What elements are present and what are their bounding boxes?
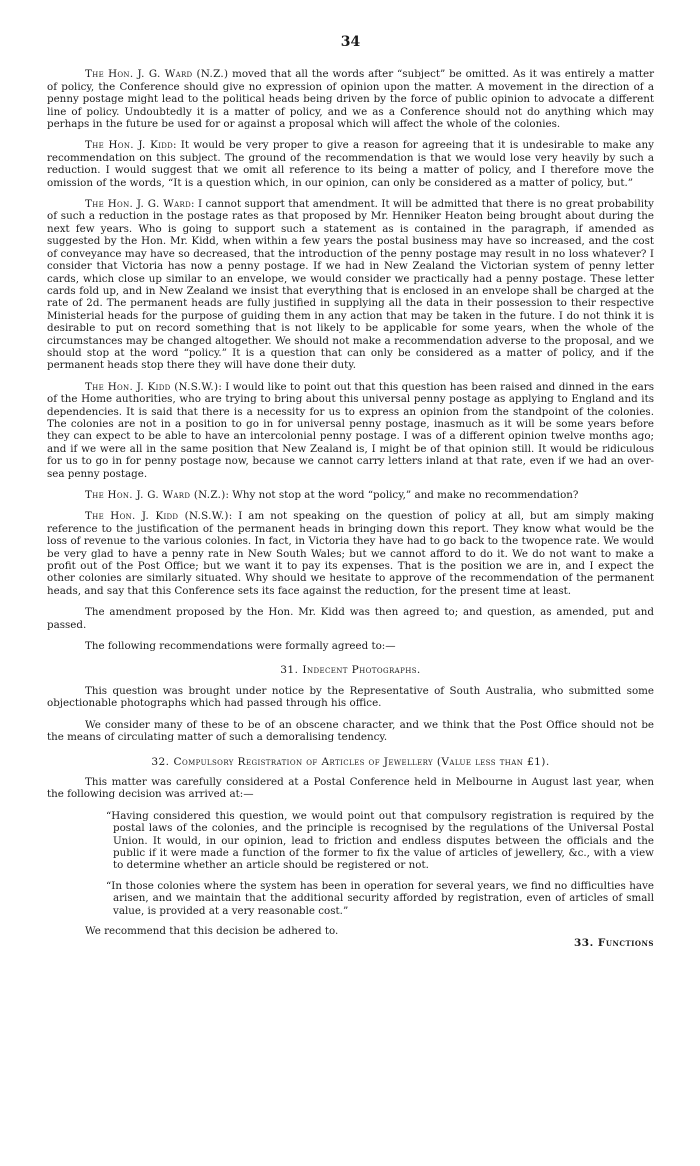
paragraph-text: The amendment proposed by the Hon. Mr. Kidd was then agreed to; and question, as amended, put and passed. <box>47 606 654 631</box>
paragraph-text: : I am not speaking on the question of policy at all, but am simply making reference to the justification of the permanent heads in bringing down this report. They know what would be the loss of revenue to the various colonies. In fact, in Victoria they have had to go back to the twopence rate. We would be very glad to have a penny rate in New South Wales; but we cannot afford to do it. We do not want to make a profit out of the Post Office; but we want it to pay its expenses. That is the position we are in, and I expect the other colonies are similarly situated. Why should we hesitate to approve of the recommendation of the permanent heads, and say that this Conference sets its face against the reduction, for the present time at least. <box>47 510 655 597</box>
speaker-name: The Hon. J. G. Ward (N.Z.) <box>85 68 229 81</box>
paragraph <box>47 381 654 480</box>
section-title: Compulsory Registration of Articles of Jewellery (Value less than £1). <box>173 755 550 768</box>
paragraph: This matter was carefully considered at a Postal Conference held in Melbourne in August last year, when the following decision was arrived at:— <box>47 775 654 801</box>
paragraph <box>47 606 654 631</box>
paragraph <box>47 68 654 130</box>
speaker-name: The Hon. J. Kidd <box>85 139 174 152</box>
section-title: Indecent Photographs. <box>302 664 421 677</box>
catchword: 33. Functions <box>574 937 654 950</box>
speaker-name: The Hon. J. G. Ward (N.Z.) <box>85 489 226 501</box>
section-number: 31. <box>280 664 299 677</box>
quoted-decision: “Having considered this question, we would point out that compulsory registration is required by the postal laws of the colonies, and the principle is recognised by the regulations of the Universal Postal Union. It would, in our opinion, lead to friction and endless disputes between the officials and the public if it were made a function of the former to fix the value of articles of jewellery, &c., with a view to determine whether an article should be registered or not. <box>106 809 654 872</box>
speaker-name: The Hon. J. G. Ward <box>85 198 192 211</box>
paragraph <box>47 198 654 372</box>
paragraph-text: moved that all the words after “subject” be omitted. As it was entirely a matter of policy, the Conference should give no expression of opinion upon the matter. A movement in the direction of a penny postage might lead to the political heads being driven by the force of public opinion to advocate a different line of policy. Undoubtedly it is a matter of policy, and we as a Conference should not do anything which may perhaps in the future be used for or against a proposal which will affect the whole of the colonies. <box>47 68 654 131</box>
paragraph-text: : Why not stop at the word “policy,” and make no recommendation? <box>225 489 579 501</box>
paragraph: We recommend that this decision be adhered to. <box>85 924 339 937</box>
paragraph: This question was brought under notice by the Representative of South Australia, who submitted some objectionable photographs which had passed through his office. <box>47 684 654 710</box>
paragraph: We consider many of these to be of an obscene character, and we think that the Post Office should not be the means of circulating matter of such a demoralising tendency. <box>47 718 654 744</box>
section-heading-32 <box>47 756 654 768</box>
paragraph <box>47 510 654 597</box>
paragraph <box>47 489 654 501</box>
page-number: 34 <box>340 34 361 50</box>
speaker-name: The Hon. J. Kidd (N.S.W.) <box>85 510 229 523</box>
section-heading-31 <box>47 664 654 676</box>
paragraph <box>47 139 654 189</box>
speaker-name: The Hon. J. Kidd (N.S.W.) <box>85 380 219 393</box>
paragraph-text: The following recommendations were formally agreed to:— <box>85 640 396 653</box>
paragraph <box>47 640 654 652</box>
quoted-decision: “In those colonies where the system has been in operation for several years, we find no difficulties have arisen, and we maintain that the additional security afforded by registration, even of articles of small value, is provided at a very reasonable cost.” <box>106 879 654 917</box>
paragraph-text: : I cannot support that amendment. It will be admitted that there is no great probability of such a reduction in the postage rates as that proposed by Mr. Henniker Heaton being brought about during the next few years. Who is going to support such a statement as is contained in the paragraph, if amended as suggested by the Hon. Mr. Kidd, when within a few years the postal business may have so increased, and the cost of conveyance may have so decreased, that the introduction of the penny postage may result in no loss whatever? I consider that Victoria has now a penny postage. If we had in New Zealand the Victorian system of penny letter cards, which close up similar to an envelope, we would consider we practically had a penny postage. These letter cards fold up, and in New Zealand we insist that everything that is enclosed in an envelope shall be charged at the rate of 2d. The permanent heads are fully justified in supplying all the data in their possession to their respective Ministerial heads for the purpose of guiding them in any action that may be taken in the future. I do not think it is desirable to put on record something that is not likely to be applicable for some years, when the whole of the circumstances may be changed altogether. We should not make a recommendation adverse to the proposal, and we should stop at the word “policy.” It is a question that can only be considered as a matter of policy, and if the permanent heads stop there they will have done their duty. <box>47 198 654 372</box>
paragraph-text: : I would like to point out that this question has been raised and dinned in the ears of the Home authorities, who are trying to bring about this universal penny postage as applying to England and its dependencies. It is said that there is a necessity for us to express an opinion from the standpoint of the colonies. The colonies are not in a position to go in for universal penny postage, inasmuch as it will be some years before they can expect to be able to have an intercolonial penny postage. I was of a different opinion twelve months ago; and if we were all in the same position that New Zealand is, I might be of that opinion still. It would be ridiculous for us to go in for penny postage now, because we cannot carry letters inland at that rate, even if we had an over-sea penny postage. <box>47 380 654 480</box>
section-number: 32. <box>151 755 170 768</box>
paragraph-text: : It would be very proper to give a reason for agreeing that it is undesirable to make any recommendation on this subject. The ground of the recommendation is that we would lose very heavily by such a reduction. I would suggest that we omit all reference to its being a matter of policy, and I therefore move the omission of the words, “It is a question which, in our opinion, can only be considered as a matter of policy, but.” <box>47 139 654 189</box>
